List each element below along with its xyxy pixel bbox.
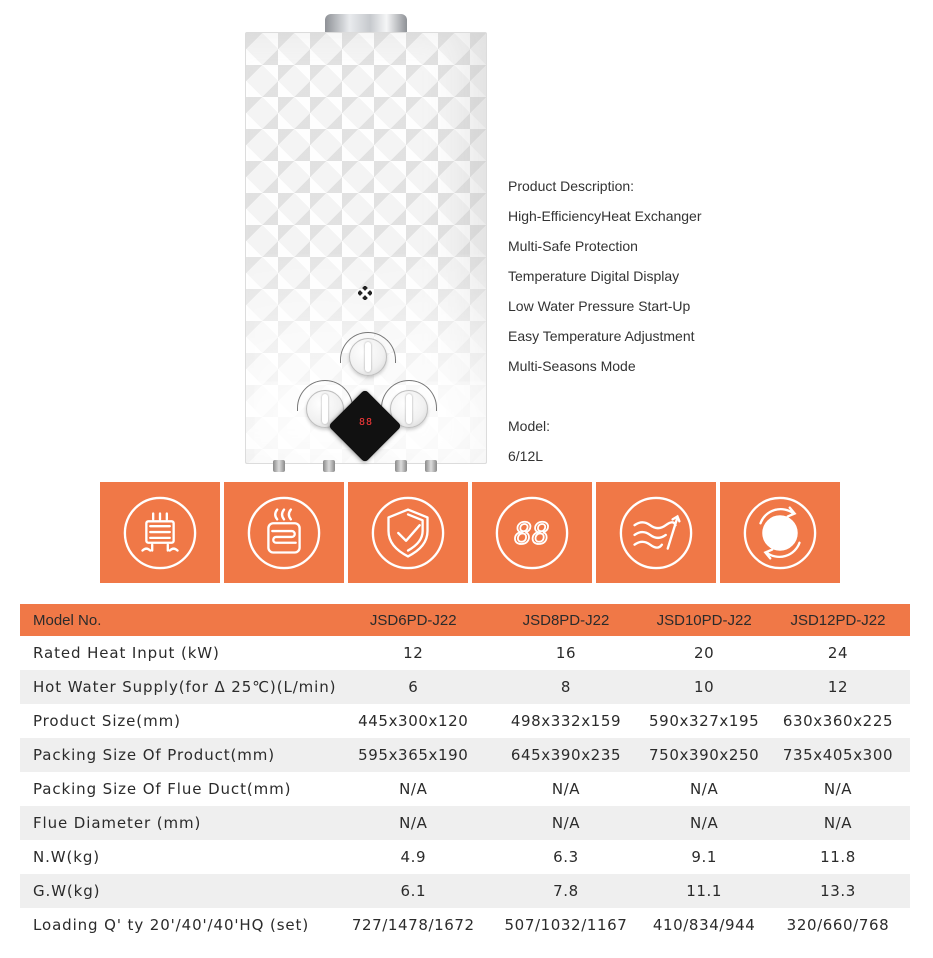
table-row <box>20 806 910 840</box>
model-label: Model: <box>508 418 551 434</box>
tile-digital-display <box>472 482 592 583</box>
table-cell: 8 <box>490 670 643 704</box>
description-title: Product Description: <box>508 178 635 194</box>
tile-seasons-mode <box>720 482 840 583</box>
table-cell: N/A <box>551 780 581 798</box>
tile-water-flow <box>596 482 716 583</box>
table-row <box>20 636 910 670</box>
table-cell: 727/1478/1672 <box>351 916 475 934</box>
row-label: Flue Diameter (mm) <box>20 806 337 840</box>
table-row <box>20 670 910 704</box>
table-cell: 4.9 <box>400 848 427 866</box>
inlet-pipe <box>273 460 285 472</box>
outlet-pipe <box>425 460 437 472</box>
table-cell: 410/834/944 <box>652 916 756 934</box>
header-cell: JSD12PD-J22 <box>766 604 910 636</box>
table-cell: 750x390x250 <box>642 738 766 772</box>
svg-text:88: 88 <box>514 516 550 551</box>
table-cell: 6.3 <box>553 848 579 866</box>
table-cell: 507/1032/1167 <box>504 916 628 934</box>
row-label: Packing Size Of Flue Duct(mm) <box>33 780 292 798</box>
table-row <box>20 874 910 908</box>
table-cell: N/A <box>490 806 643 840</box>
product-description <box>508 172 808 382</box>
flue-pipe <box>325 14 407 34</box>
table-cell: 6 <box>337 670 490 704</box>
model-value: 6/12L <box>508 448 544 464</box>
feature-item: Easy Temperature Adjustment <box>508 328 695 344</box>
table-row <box>20 908 910 942</box>
feature-item: Temperature Digital Display <box>508 268 680 284</box>
table-cell: N/A <box>689 780 719 798</box>
table-cell: 24 <box>827 644 849 662</box>
header-cell: Model No. <box>20 604 337 636</box>
table-cell: 12 <box>766 670 910 704</box>
tile-safe-protection <box>348 482 468 583</box>
table-cell: N/A <box>766 806 910 840</box>
table-cell: N/A <box>337 806 490 840</box>
table-row <box>20 738 910 772</box>
table-cell: 7.8 <box>490 874 643 908</box>
feature-item: Low Water Pressure Start-Up <box>508 298 691 314</box>
table-cell: 735x405x300 <box>766 738 910 772</box>
feature-item: Multi-Safe Protection <box>508 238 638 254</box>
table-cell: N/A <box>642 806 766 840</box>
feature-item: Multi-Seasons Mode <box>508 358 636 374</box>
table-cell: 11.1 <box>642 874 766 908</box>
table-row <box>20 772 910 806</box>
tile-heating-coil <box>224 482 344 583</box>
table-cell: 6.1 <box>337 874 490 908</box>
header-cell: JSD8PD-J22 <box>490 604 643 636</box>
row-label: Rated Heat Input (kW) <box>33 644 220 662</box>
table-cell: 320/660/768 <box>786 916 890 934</box>
table-cell: 445x300x120 <box>358 712 469 730</box>
shield-check-icon <box>369 494 447 572</box>
gas-pipe <box>323 460 335 472</box>
heat-exchanger-icon <box>121 494 199 572</box>
specification-table <box>20 604 910 942</box>
table-cell: 645x390x235 <box>490 738 643 772</box>
water-pipe <box>395 460 407 472</box>
header-cell: JSD10PD-J22 <box>642 604 766 636</box>
table-cell: 595x365x190 <box>337 738 490 772</box>
digital-display-icon <box>493 494 571 572</box>
table-cell: 16 <box>555 644 577 662</box>
feature-icon-strip <box>100 482 841 583</box>
water-heater-image <box>245 14 485 476</box>
top-knob <box>349 338 387 376</box>
table-row <box>20 840 910 874</box>
row-label: Loading Q' ty 20'/40'/40'HQ (set) <box>33 916 310 934</box>
row-label: N.W(kg) <box>33 848 101 866</box>
header-cell: JSD6PD-J22 <box>337 604 490 636</box>
table-cell: 590x327x195 <box>649 712 760 730</box>
heating-coil-icon <box>245 494 323 572</box>
table-header-row <box>20 604 910 636</box>
row-label: G.W(kg) <box>20 874 337 908</box>
table-cell: N/A <box>823 780 853 798</box>
table-cell: 13.3 <box>766 874 910 908</box>
model-block <box>508 412 550 472</box>
water-flow-icon <box>617 494 695 572</box>
row-label: Product Size(mm) <box>33 712 181 730</box>
display-digits: 88 <box>358 417 374 428</box>
row-label: Hot Water Supply(for Δ 25℃)(L/min) <box>20 670 337 704</box>
table-cell: 9.1 <box>691 848 717 866</box>
table-cell: N/A <box>399 780 428 798</box>
seasons-cycle-icon <box>741 494 819 572</box>
table-cell: 630x360x225 <box>782 712 894 730</box>
table-cell: 10 <box>642 670 766 704</box>
row-label: Packing Size Of Product(mm) <box>20 738 337 772</box>
table-cell: 498x332x159 <box>510 712 622 730</box>
tile-heat-exchanger <box>100 482 220 583</box>
brand-logo-icon <box>358 286 372 300</box>
feature-item: High-EfficiencyHeat Exchanger <box>508 208 702 224</box>
table-cell: 20 <box>694 644 715 662</box>
table-cell: 11.8 <box>820 848 856 866</box>
table-cell: 12 <box>403 644 424 662</box>
table-row <box>20 704 910 738</box>
